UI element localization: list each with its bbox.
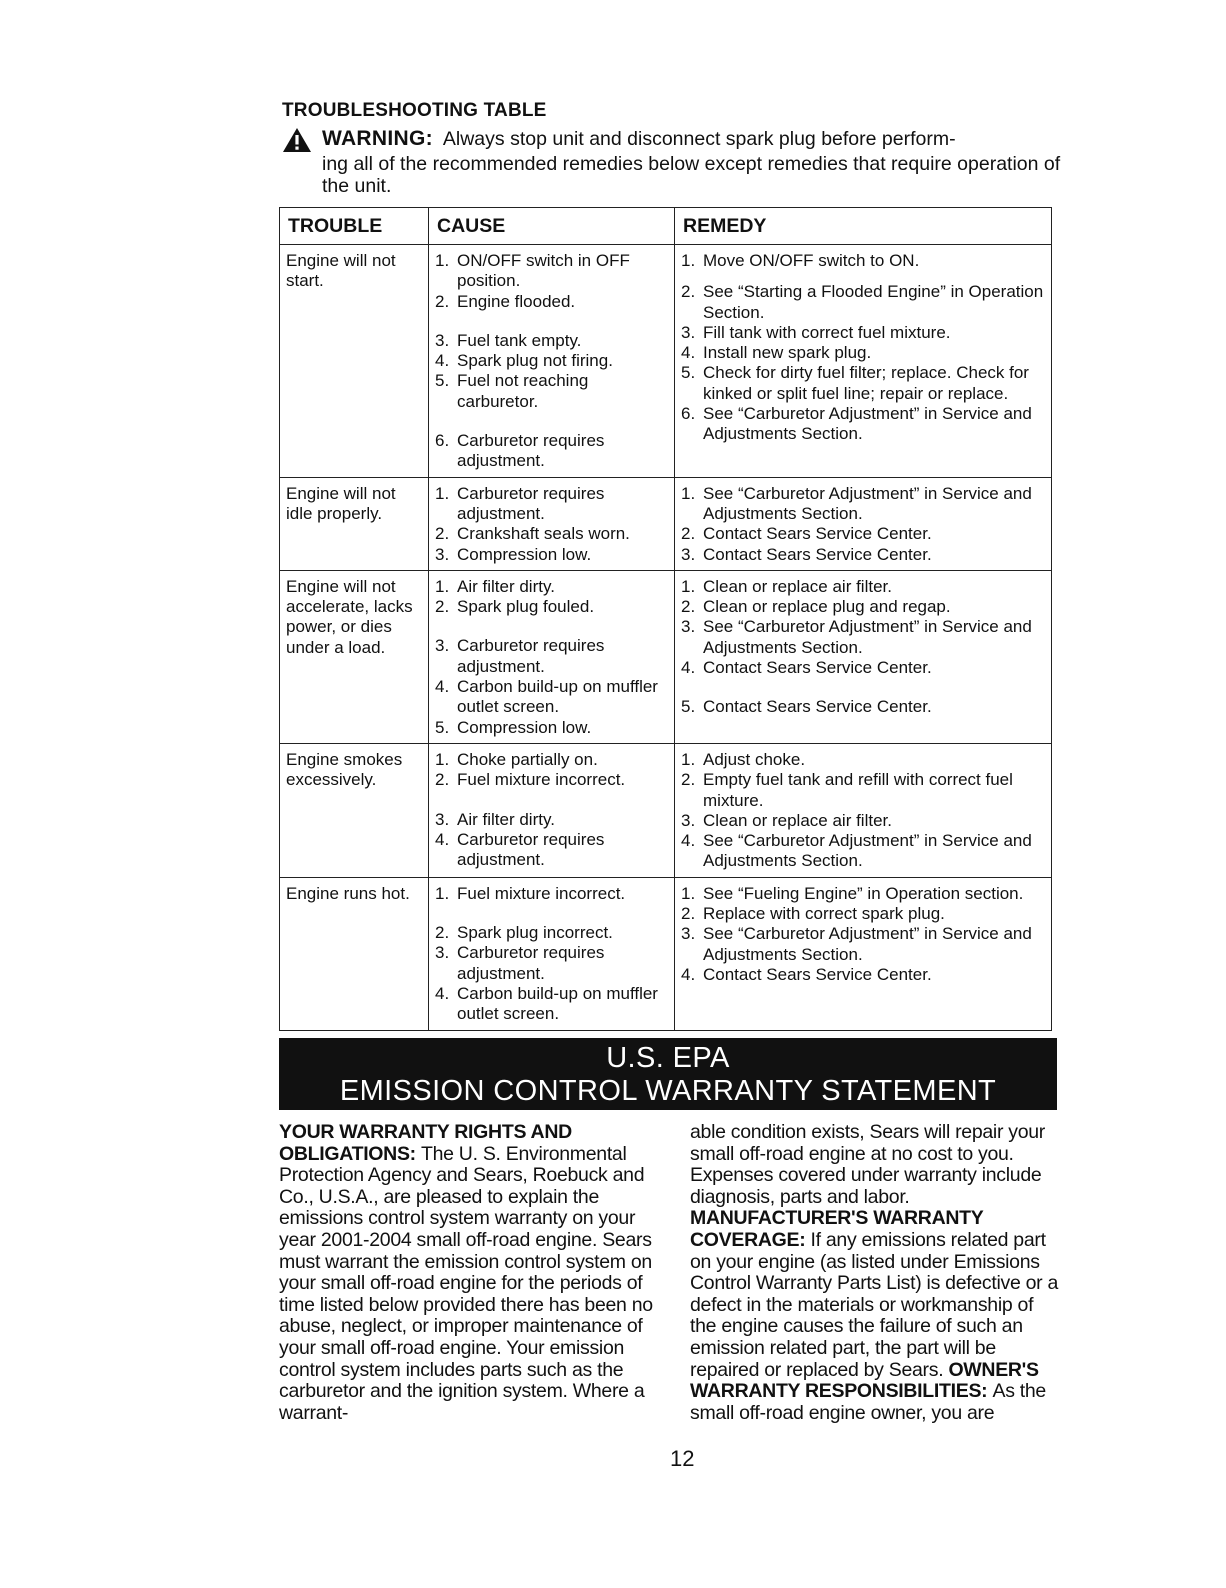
remedy-cell bbox=[675, 245, 1052, 478]
remedy-cell bbox=[675, 477, 1052, 570]
cause-item: 2. Engine flooded. bbox=[435, 291, 576, 311]
cause-item: 1. Fuel mixture incorrect. bbox=[435, 883, 626, 903]
table-row bbox=[280, 877, 1052, 1030]
cause-item: 3. Carburetor requires adjustment. bbox=[435, 943, 605, 983]
spacer bbox=[435, 617, 668, 636]
remedy-item: 3. Contact Sears Service Center. bbox=[681, 544, 932, 564]
cause-item: 1. Carburetor requires adjustment. bbox=[435, 483, 605, 523]
warning-text-rest: ing all of the recommended remedies below except remedies that require operation of the unit. bbox=[322, 153, 1061, 197]
cause-cell bbox=[429, 743, 675, 877]
remedy-item: 5. Check for dirty fuel filter; replace. Check for kinked or split fuel line; repair or replace. bbox=[681, 363, 1029, 403]
cause-item: 2. Fuel mixture incorrect. bbox=[435, 770, 626, 790]
cause-item: 4. Carburetor requires adjustment. bbox=[435, 829, 605, 870]
cause-item: 5. Compression low. bbox=[435, 717, 592, 737]
owner-responsibilities-text: As the small off-road engine owner, you are bbox=[690, 1380, 1046, 1424]
trouble-cell: Engine smokes excessively. bbox=[280, 743, 429, 877]
warning-label: WARNING: bbox=[322, 127, 433, 150]
cause-item: 2. Spark plug fouled. bbox=[435, 597, 595, 617]
manufacturer-warranty-heading: MANUFACTURER'S WARRANTY COVERAGE: bbox=[690, 1207, 984, 1251]
cause-item: 4. Carbon build-up on muffler outlet screen. bbox=[435, 677, 658, 717]
remedy-item: 1. Adjust choke. bbox=[681, 749, 806, 769]
cause-item: 1. Air filter dirty. bbox=[435, 576, 555, 596]
section-title: TROUBLESHOOTING TABLE bbox=[282, 100, 547, 121]
manufacturer-warranty-text: If any emissions related part on your engine (as listed under Emissions Control Warranty Parts List) is defective or a defect in the materials or workmanship of the engine causes the failure of such an emission related part, the part will be repaired or replaced by Sears. bbox=[690, 1228, 1059, 1381]
page-number: 12 bbox=[670, 1446, 695, 1471]
trouble-cell: Engine will not start. bbox=[280, 245, 429, 478]
remedy-item: 1. Clean or replace air filter. bbox=[681, 576, 892, 596]
warning-triangle-icon bbox=[282, 127, 312, 153]
remedy-item: 3. Fill tank with correct fuel mixture. bbox=[681, 322, 951, 342]
remedy-item: 2. Contact Sears Service Center. bbox=[681, 524, 932, 544]
warranty-condition-text: able condition exists, Sears will repair your small off-road engine at no cost to you. Expenses covered under warranty include diagnosis, parts and labor. bbox=[690, 1121, 1046, 1208]
warranty-left-column bbox=[279, 1122, 669, 1424]
warranty-rights-text: The U. S. Environmental Protection Agency and Sears, Roebuck and Co., U.S.A., are pleased to explain the emissions control system warranty on your year 2001-2004 small off-road engine. Sears must warrant the emission control system on your small off-road engine for the periods of time listed below provided there has been no abuse, neglect, or improper maintenance of your small off-road engine. Your emission control system includes parts such as the carburetor and the ignition system. Where a warrant- bbox=[279, 1142, 653, 1424]
cause-item: 3. Compression low. bbox=[435, 544, 592, 564]
trouble-cell: Engine will not idle properly. bbox=[280, 477, 429, 570]
warning-block bbox=[282, 128, 1062, 197]
spacer bbox=[681, 678, 1045, 697]
remedy-item: 2. Replace with correct spark plug. bbox=[681, 904, 945, 924]
remedy-item: 3. Clean or replace air filter. bbox=[681, 810, 892, 830]
remedy-item: 2. Clean or replace plug and regap. bbox=[681, 597, 951, 617]
remedy-item: 3. See “Carburetor Adjustment” in Service and Adjustments Section. bbox=[681, 924, 1032, 964]
remedy-item: 4. Contact Sears Service Center. bbox=[681, 964, 932, 984]
remedy-item: 4. See “Carburetor Adjustment” in Service and Adjustments Section. bbox=[681, 831, 1032, 871]
cause-item: 3. Fuel tank empty. bbox=[435, 330, 582, 350]
table-row bbox=[280, 743, 1052, 877]
spacer bbox=[435, 312, 668, 331]
epa-banner bbox=[279, 1038, 1057, 1110]
cause-cell bbox=[429, 570, 675, 743]
table-row bbox=[280, 245, 1052, 478]
cause-item: 3. Air filter dirty. bbox=[435, 809, 555, 829]
cause-item: 1. Choke partially on. bbox=[435, 749, 598, 769]
header-trouble: TROUBLE bbox=[280, 208, 429, 245]
cause-item: 4. Carbon build-up on muffler outlet screen. bbox=[435, 983, 658, 1024]
owner-responsibilities-heading: OWNER'S WARRANTY RESPONSIBILITIES: bbox=[690, 1358, 1039, 1403]
cause-cell bbox=[429, 245, 675, 478]
remedy-item: 6. See “Carburetor Adjustment” in Service and Adjustments Section. bbox=[681, 404, 1032, 444]
trouble-cell: Engine will not accelerate, lacks power, or dies under a load. bbox=[280, 570, 429, 743]
remedy-item: 4. Install new spark plug. bbox=[681, 343, 872, 363]
trouble-cell: Engine runs hot. bbox=[280, 877, 429, 1030]
troubleshooting-table bbox=[279, 207, 1052, 1031]
remedy-item: 3. See “Carburetor Adjustment” in Service and Adjustments Section. bbox=[681, 617, 1032, 657]
remedy-item: 1. See “Carburetor Adjustment” in Service and Adjustments Section. bbox=[681, 483, 1032, 523]
table-row bbox=[280, 477, 1052, 570]
warranty-right-column bbox=[690, 1122, 1062, 1424]
warning-text-line1: Always stop unit and disconnect spark plug before perform- bbox=[442, 128, 956, 150]
remedy-cell bbox=[675, 877, 1052, 1030]
cause-cell bbox=[429, 477, 675, 570]
cause-item: 1. ON/OFF switch in OFF position. bbox=[435, 251, 630, 291]
header-cause: CAUSE bbox=[429, 208, 675, 245]
remedy-item: 4. Contact Sears Service Center. bbox=[681, 658, 932, 678]
remedy-item: 2. See “Starting a Flooded Engine” in Operation Section. bbox=[681, 282, 1044, 322]
remedy-item: 1. Move ON/OFF switch to ON. bbox=[681, 251, 920, 270]
cause-item: 2. Spark plug incorrect. bbox=[435, 923, 613, 943]
cause-cell bbox=[429, 877, 675, 1030]
epa-banner-line1: U.S. EPA bbox=[606, 1042, 730, 1074]
cause-item: 3. Carburetor requires adjustment. bbox=[435, 636, 605, 676]
cause-item: 6. Carburetor requires adjustment. bbox=[435, 431, 605, 471]
remedy-cell bbox=[675, 570, 1052, 743]
warranty-rights-heading: YOUR WARRANTY RIGHTS AND OBLIGATIONS: bbox=[279, 1121, 572, 1165]
cause-item: 5. Fuel not reaching carburetor. bbox=[435, 371, 589, 411]
spacer bbox=[435, 904, 668, 923]
spacer bbox=[435, 412, 668, 431]
table-row bbox=[280, 570, 1052, 743]
remedy-item: 2. Empty fuel tank and refill with correct fuel mixture. bbox=[681, 770, 1013, 810]
epa-banner-line2: EMISSION CONTROL WARRANTY STATEMENT bbox=[339, 1075, 997, 1107]
remedy-item: 1. See “Fueling Engine” in Operation section. bbox=[681, 883, 1024, 903]
remedy-item: 5. Contact Sears Service Center. bbox=[681, 697, 932, 717]
cause-item: 4. Spark plug not firing. bbox=[435, 351, 613, 371]
header-remedy: REMEDY bbox=[675, 208, 1052, 245]
cause-item: 2. Crankshaft seals worn. bbox=[435, 524, 630, 544]
remedy-cell bbox=[675, 743, 1052, 877]
spacer bbox=[435, 791, 668, 810]
